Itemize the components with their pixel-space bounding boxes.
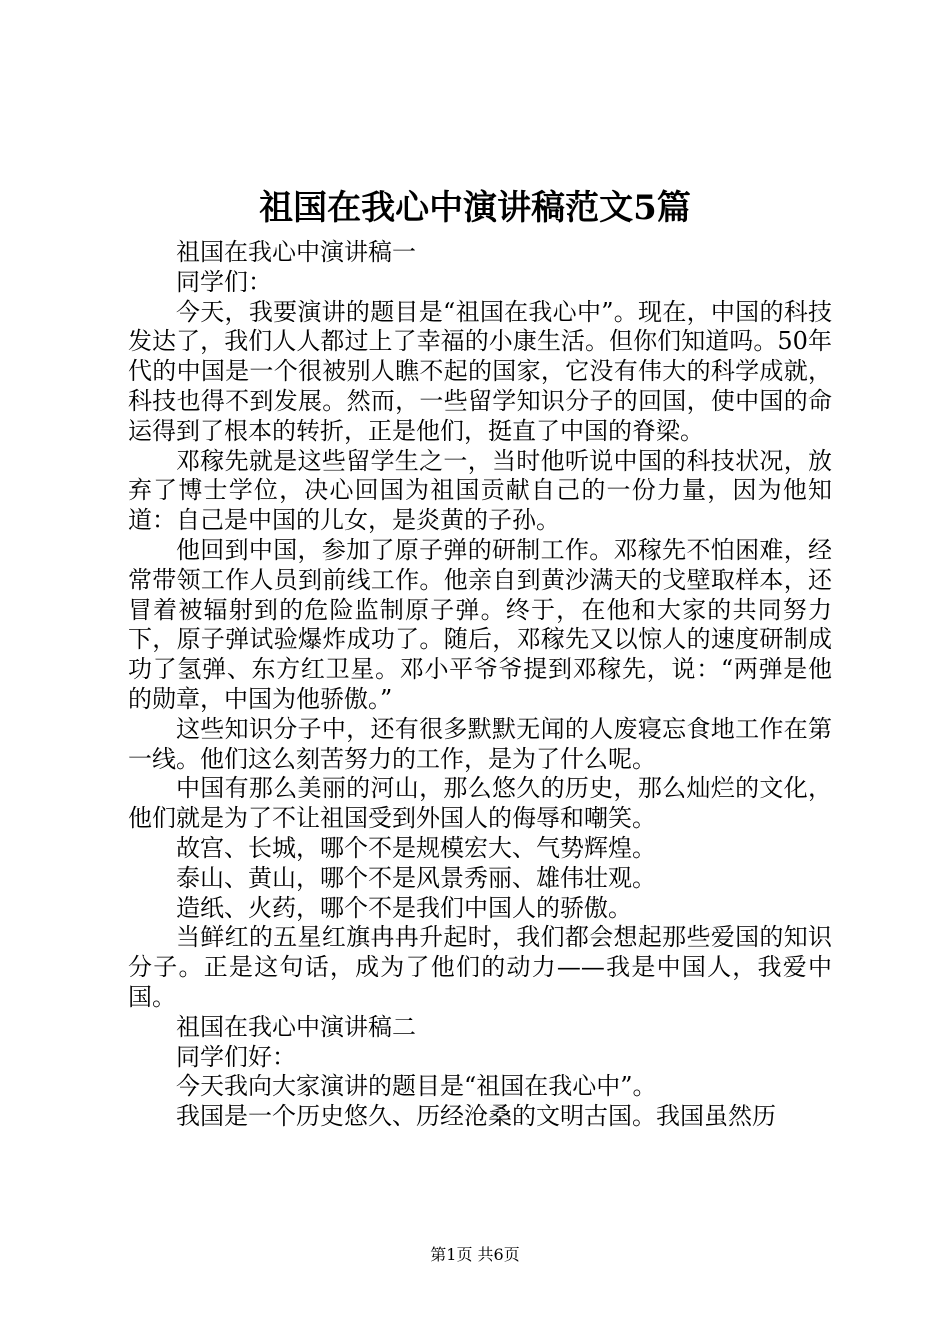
paragraph: 今天，我要演讲的题目是“祖国在我心中”。现在，中国的科技发达了，我们人人都过上了幸福的小康生活。但你们知道吗。50年代的中国是一个很被别人瞧不起的国家，它没有伟大的科学成就，科技也得不到发展。然而，一些留学知识分子的回国，使中国的命运得到了根本的转折，正是他们，挺直了中国的脊梁。 [128, 297, 832, 445]
page-number-footer: 第1页 共6页 [430, 1245, 520, 1264]
paragraph: 我国是一个历史悠久、历经沧桑的文明古国。我国虽然历 [176, 1102, 776, 1131]
paragraph: 泰山、黄山，哪个不是风景秀丽、雄伟壮观。 [176, 863, 656, 892]
greeting: 同学们好： [176, 1042, 296, 1071]
section-heading: 祖国在我心中演讲稿二 [176, 1012, 416, 1041]
document-body [128, 238, 832, 1132]
paragraph: 今天我向大家演讲的题目是“祖国在我心中”。 [176, 1072, 657, 1101]
paragraph: 当鲜红的五星红旗冉冉升起时，我们都会想起那些爱国的知识分子。正是这句话，成为了他们的动力——我是中国人，我爱中国。 [128, 923, 832, 1011]
document-title: 祖国在我心中演讲稿范文5篇 [259, 188, 691, 228]
section-heading: 祖国在我心中演讲稿一 [176, 238, 416, 266]
paragraph: 他回到中国，参加了原子弹的研制工作。邓稼先不怕困难，经常带领工作人员到前线工作。他亲自到黄沙满天的戈壁取样本，还冒着被辐射到的危险监制原子弹。终于，在他和大家的共同努力下，原子弹试验爆炸成功了。随后，邓稼先又以惊人的速度研制成功了氢弹、东方红卫星。邓小平爷爷提到邓稼先，说：“两弹是他的勋章，中国为他骄傲。” [128, 535, 832, 713]
paragraph: 造纸、火药，哪个不是我们中国人的骄傲。 [176, 893, 632, 922]
paragraph: 故宫、长城，哪个不是规模宏大、气势辉煌。 [176, 833, 656, 862]
paragraph: 这些知识分子中，还有很多默默无闻的人废寝忘食地工作在第一线。他们这么刻苦努力的工作，是为了什么呢。 [128, 714, 832, 773]
paragraph: 邓稼先就是这些留学生之一，当时他听说中国的科技状况，放弃了博士学位，决心回国为祖国贡献自己的一份力量，因为他知道：自己是中国的儿女，是炎黄的子孙。 [128, 446, 832, 535]
paragraph: 中国有那么美丽的河山，那么悠久的历史，那么灿烂的文化，他们就是为了不让祖国受到外国人的侮辱和嘲笑。 [128, 774, 832, 833]
greeting: 同学们： [176, 267, 272, 296]
